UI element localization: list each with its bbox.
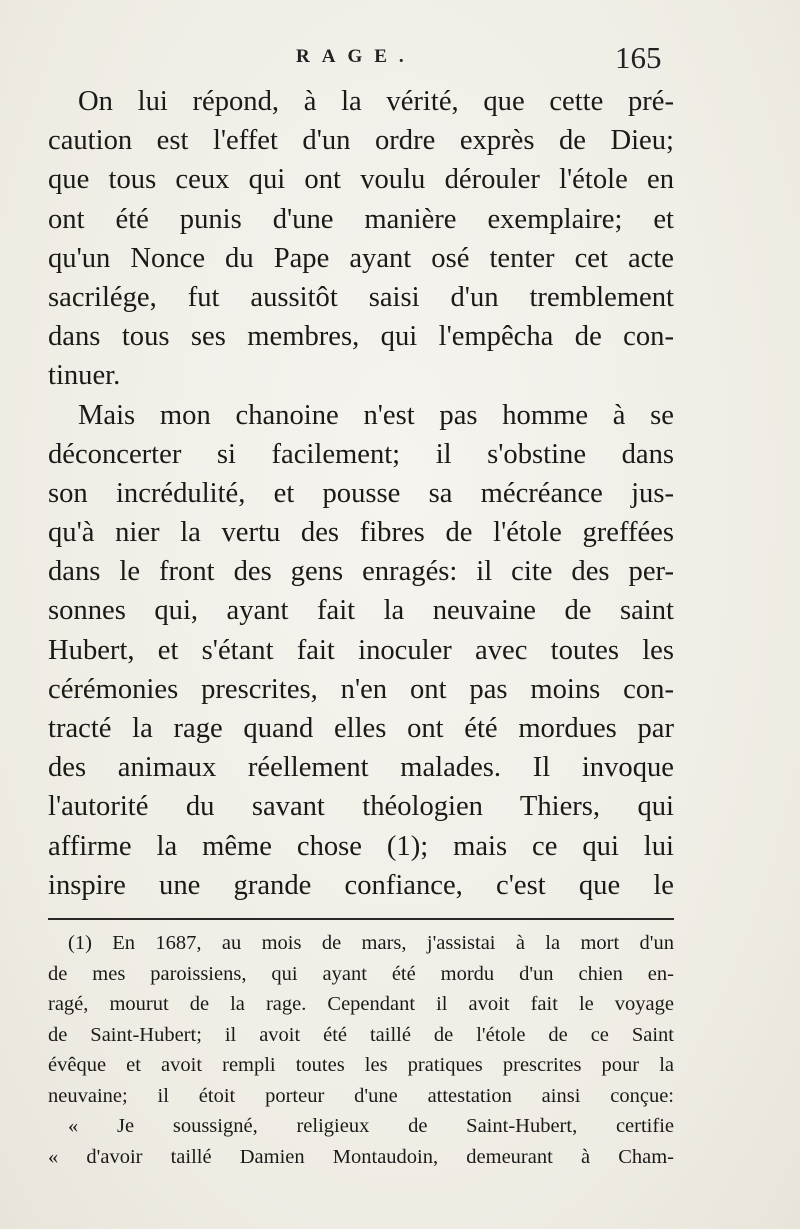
text-line: que tous ceux qui ont voulu dérouler l'étole en <box>48 164 674 196</box>
main-text <box>48 82 674 905</box>
text-line: Hubert, et s'étant fait inoculer avec toutes les <box>48 634 674 666</box>
footnote-line: évêque et avoit rempli toutes les pratiques prescrites pour la <box>48 1054 674 1076</box>
text-line: sacrilége, fut aussitôt saisi d'un tremblement <box>48 281 674 313</box>
running-title: RAGE. <box>296 46 416 67</box>
text-line: son incrédulité, et pousse sa mécréance jus- <box>48 477 674 509</box>
text-line: qu'un Nonce du Pape ayant osé tenter cet acte <box>48 242 674 274</box>
text-line: des animaux réellement malades. Il invoque <box>48 752 674 784</box>
text-line: dans tous ses membres, qui l'empêcha de con- <box>48 321 674 353</box>
text-line: sonnes qui, ayant fait la neuvaine de saint <box>48 595 674 627</box>
text-line: Mais mon chanoine n'est pas homme à se <box>78 399 674 431</box>
text-line: caution est l'effet d'un ordre exprès de Dieu; <box>48 125 674 157</box>
text-line: qu'à nier la vertu des fibres de l'étole greffées <box>48 517 674 549</box>
text-line: affirme la même chose (1); mais ce qui lui <box>48 830 674 862</box>
text-line: déconcerter si facilement; il s'obstine dans <box>48 438 674 470</box>
text-line: On lui répond, à la vérité, que cette pré- <box>78 86 674 117</box>
page-number: 165 <box>615 40 662 75</box>
footnote-line: ragé, mourut de la rage. Cependant il avoit fait le voyage <box>48 993 674 1015</box>
text-line: inspire une grande confiance, c'est que le <box>48 869 674 901</box>
page-header <box>0 40 800 80</box>
footnote-line: de Saint-Hubert; il avoit été taillé de l'étole de ce Saint <box>48 1023 674 1046</box>
text-line: dans le front des gens enragés: il cite des per- <box>48 556 674 588</box>
text-line: l'autorité du savant théologien Thiers, qui <box>48 791 674 823</box>
footnote-line: « Je soussigné, religieux de Saint-Hubert, certifie <box>68 1115 674 1137</box>
footnote-line: de mes paroissiens, qui ayant été mordu d'un chien en- <box>48 962 674 985</box>
footnote <box>48 928 674 1172</box>
text-line: tinuer. <box>48 360 121 392</box>
footnote-divider <box>48 918 674 920</box>
text-line: cérémonies prescrites, n'en ont pas moins con- <box>48 673 674 705</box>
text-line: tracté la rage quand elles ont été mordues par <box>48 713 674 744</box>
footnote-line: neuvaine; il étoit porteur d'une attestation ainsi conçue: <box>48 1084 674 1107</box>
footnote-line: (1) En 1687, au mois de mars, j'assistai à la mort d'un <box>68 932 674 954</box>
footnote-line: « d'avoir taillé Damien Montaudoin, demeurant à Cham- <box>48 1145 674 1168</box>
text-line: ont été punis d'une manière exemplaire; et <box>48 203 674 235</box>
